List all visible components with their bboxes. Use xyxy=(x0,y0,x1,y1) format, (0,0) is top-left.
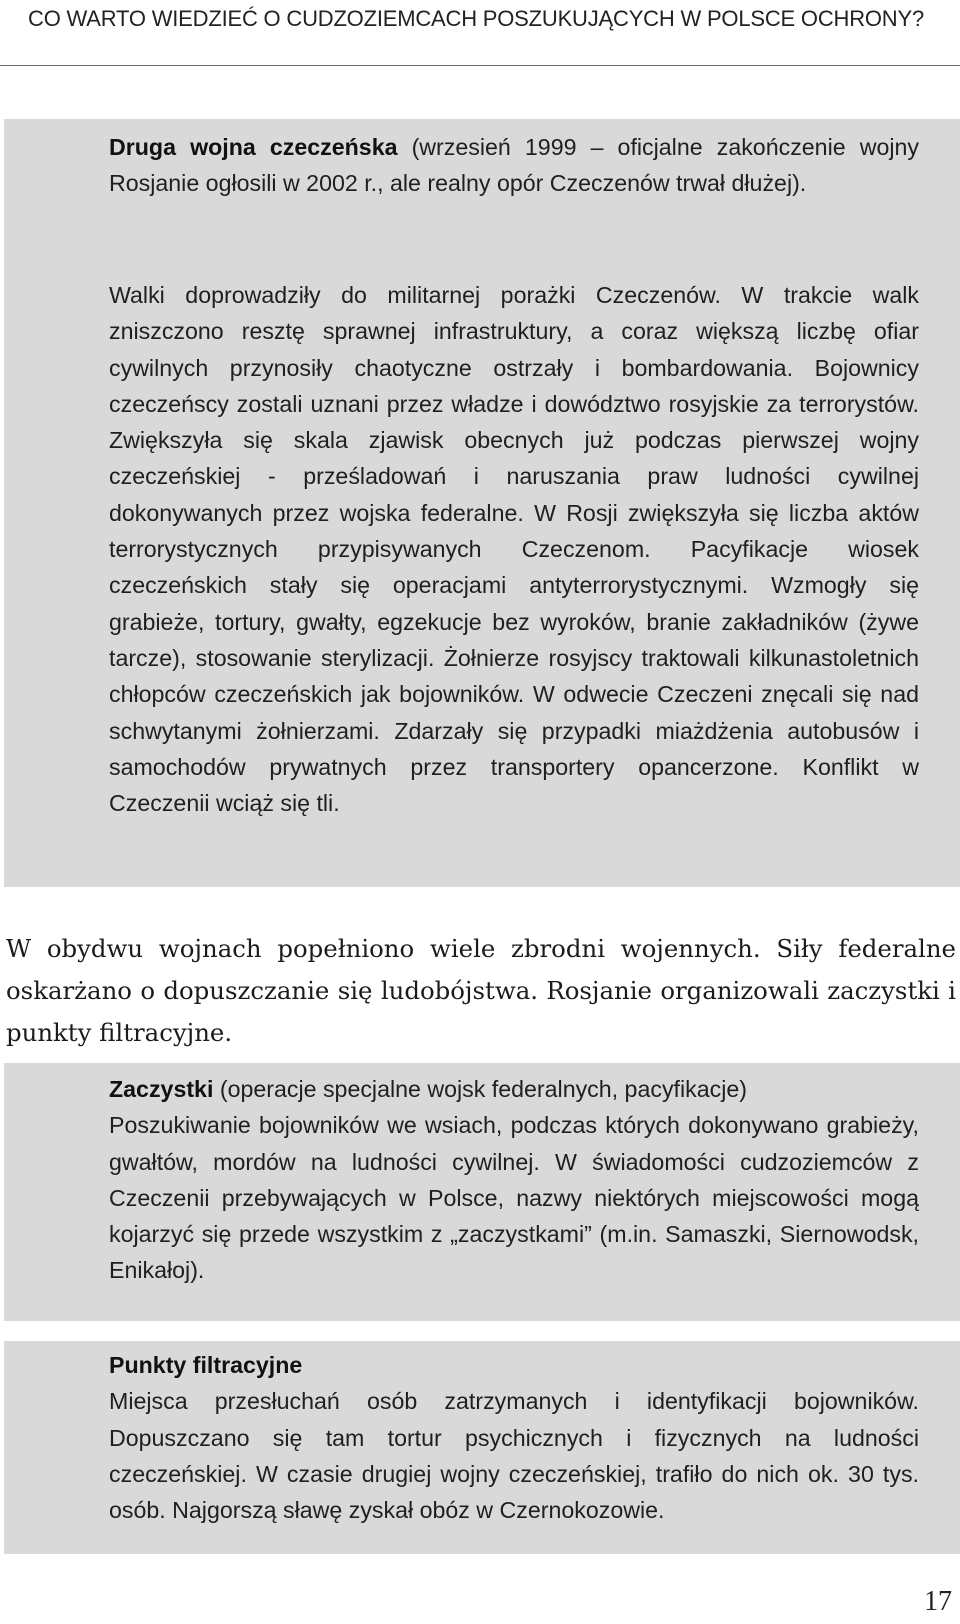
second-war-intro xyxy=(109,129,919,202)
filtration-points-box xyxy=(4,1341,960,1554)
filtration-body: Miejsca przesłuchań osób zatrzymanych i identyfikacji bojowników. Dopuszczano się tam tortur psychicznych i fizycznych na ludności czeczeńskiej. W czasie drugiej wojny czeczeńskiej, trafiło do nich ok. 30 tys. osób. Najgorszą sławę zyskał obóz w Czernokozowie. xyxy=(109,1388,919,1524)
zaczystki-heading: Zaczystki xyxy=(109,1076,214,1102)
page-number: 17 xyxy=(924,1586,952,1617)
running-header-title: CO WARTO WIEDZIEĆ O CUDZOZIEMCACH POSZUKUJĄCYCH W POLSCE OCHRONY? xyxy=(28,6,924,31)
zaczystki-subtitle: (operacje specjalne wojsk federalnych, pacyfikacje) xyxy=(213,1076,747,1102)
zaczystki-text xyxy=(109,1071,919,1289)
second-war-dates: (wrzesień 1999 – oficjalne zakończenie wojny Rosjanie ogłosili w 2002 r., ale realny opór Czeczenów trwał dłużej). xyxy=(109,134,919,197)
second-chechen-war-box xyxy=(4,119,960,887)
second-war-body: Walki doprowadziły do militarnej porażki Czeczenów. W trakcie walk zniszczono resztę sprawnej infrastruktury, a coraz większą liczbę ofiar cywilnych przynosiły chaotyczne ostrzały i bombardowania. Bojownicy czeczeńscy zostali uznani przez władze i dowództwo rosyjskie za terrorystów. Zwiększyła się skala zjawisk obecnych już podczas pierwszej wojny czeczeńskiej - prześladowań i naruszania praw ludności cywilnej dokonywanych przez wojska federalne. W Rosji zwiększyła się liczba aktów terrorystycznych przypisywanych Czeczenom. Pacyfikacje wiosek czeczeńskich stały się operacjami antyterrorystycznymi. Wzmogły się grabieże, tortury, gwałty, egzekucje bez wyroków, branie zakładników (żywe tarcze), stosowanie sterylizacji. Żołnierze rosyjscy traktowali kilkunastoletnich chłopców czeczeńskich jak bojowników. W odwecie Czeczeni znęcali się nad schwytanymi żołnierzami. Zdarzały się przypadki miażdżenia autobusów i samochodów prywatnych przez transportery opancerzone. Konflikt w Czeczenii wciąż się tli. xyxy=(109,282,919,817)
second-war-heading: Druga wojna czeczeńska xyxy=(109,134,398,160)
filtration-heading: Punkty filtracyjne xyxy=(109,1352,303,1378)
war-crimes-summary: W obydwu wojnach popełniono wiele zbrodni wojennych. Siły federalne oskarżano o dopuszczanie się ludobójstwa. Rosjanie organizowali zaczystki i punkty filtracyjne. xyxy=(6,934,956,1048)
zaczystki-box xyxy=(4,1063,960,1321)
running-header xyxy=(0,0,960,66)
filtration-text xyxy=(109,1347,919,1528)
zaczystki-body: Poszukiwanie bojowników we wsiach, podczas których dokonywano grabieży, gwałtów, mordów na ludności cywilnej. W świadomości cudzoziemców z Czeczenii przebywających w Polsce, nazwy niektórych miejscowości mogą kojarzyć się przede wszystkim z „zaczystkami” (m.in. Samaszki, Siernowodsk, Enikałoj). xyxy=(109,1112,919,1284)
